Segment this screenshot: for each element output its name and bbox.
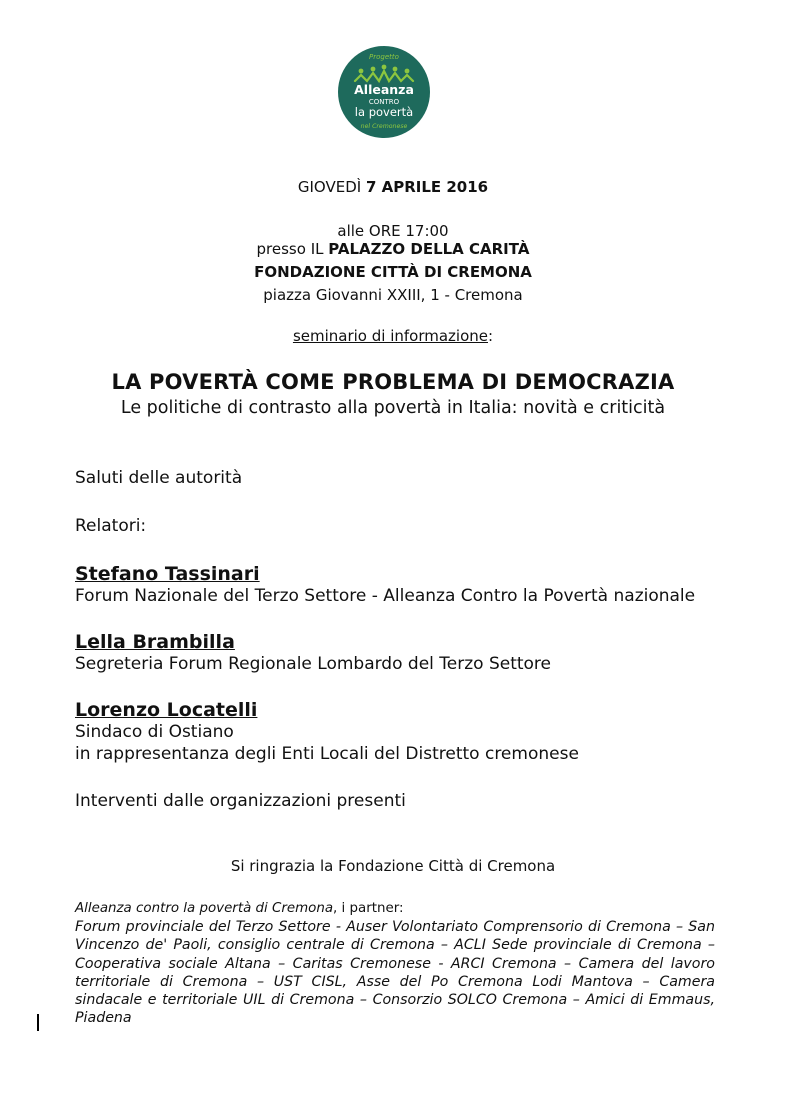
partners-lead-italic: Alleanza contro la povertà di Cremona [75,901,334,916]
seminar-label [0,327,786,345]
greetings: Saluti delle autorità [75,468,243,488]
venue-prefix: presso IL [256,240,329,258]
time-value: 17:00 [405,222,449,240]
event-foundation: FONDAZIONE CITTÀ DI CREMONA [254,263,532,281]
seminar-title: LA POVERTÀ COME PROBLEMA DI DEMOCRAZIA [111,370,675,394]
logo-line3: la povertà [354,105,414,119]
speaker-3 [75,699,579,765]
date-value: 7 APRILE 2016 [365,178,489,196]
speaker-role: Forum Nazionale del Terzo Settore - Alleanza Contro la Povertà nazionale [75,586,696,606]
partners-list: Forum provinciale del Terzo Settore - Auser Volontariato Comprensorio di Cremona – San Vincenzo de' Paoli, consiglio centrale di Cremona – ACLI Sede provinciale di Cremona – Cooperativa sociale Altana – Caritas Cremonese - ARCI Cremona – Camera del lavoro territoriale di Cremona – UST CISL, Asse del Po Cremona Lodi Mantova – Camera sindacale e territoriale UIL di Cremona – Consorzio SOLCO Cremona – Amici di Emmaus, Piadena [75,919,715,1027]
speaker-name: Stefano Tassinari [75,563,260,585]
thanks-note: Si ringrazia la Fondazione Città di Cremona [230,857,556,875]
speaker-1 [75,563,695,607]
event-time [0,222,786,240]
logo-bottom-text: nel Cremonese [360,123,408,130]
partners-lead-suffix: , i partner: [333,901,404,916]
logo-top-text: Progetto [369,53,399,61]
speaker-2 [75,631,551,675]
venue-name: PALAZZO DELLA CARITÀ [328,240,530,258]
seminar-label-suffix: : [488,327,494,345]
event-venue [0,240,786,258]
time-prefix: alle ORE [337,222,406,240]
speaker-role: Sindaco di Ostiano [75,722,234,742]
interventions: Interventi dalle organizzazioni presenti [75,791,406,811]
speaker-name: Lella Brambilla [75,631,235,653]
partners-lead [75,900,715,918]
text-cursor [37,1014,39,1031]
event-date [0,178,786,196]
alleanza-logo [337,45,431,139]
speaker-name: Lorenzo Locatelli [75,699,258,721]
day-prefix: GIOVEDÌ [297,178,366,196]
speaker-role: Segreteria Forum Regionale Lombardo del Terzo Settore [75,654,552,674]
logo-line1: Alleanza [354,82,414,97]
speakers-label: Relatori: [75,516,147,536]
seminar-subtitle: Le politiche di contrasto alla povertà in Italia: novità e criticità [120,398,666,418]
speaker-role-2: in rappresentanza degli Enti Locali del Distretto cremonese [75,744,579,764]
event-address: piazza Giovanni XXIII, 1 - Cremona [263,286,523,304]
partners-block [75,900,715,1027]
logo-line2: CONTRO [368,98,400,106]
seminar-label-text: seminario di informazione [292,327,488,345]
